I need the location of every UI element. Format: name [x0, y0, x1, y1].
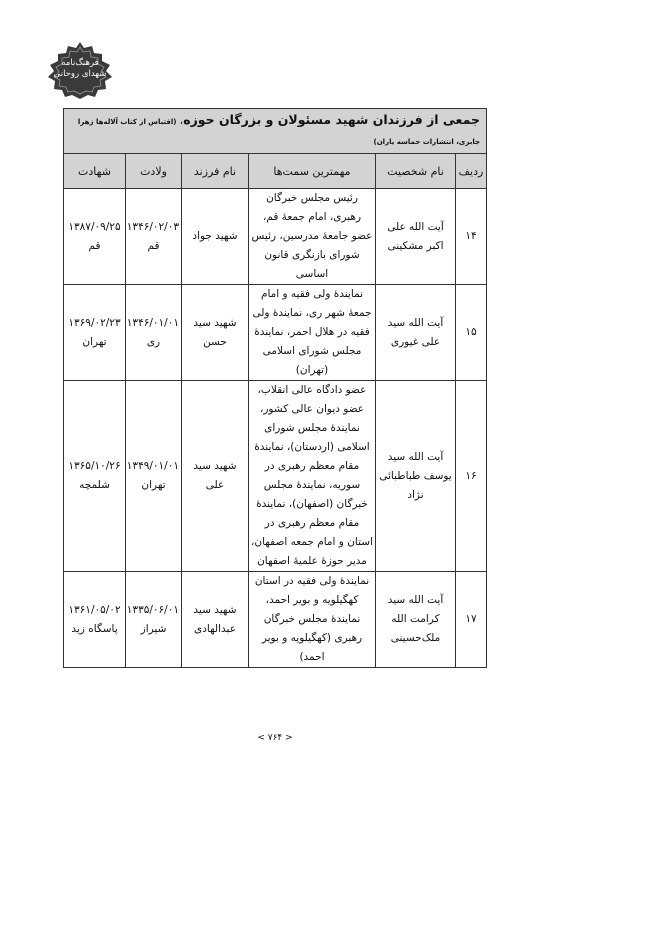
positions-cell: رئیس مجلس خبرگان رهبری، امام جمعهٔ قم، عضو جامعهٔ مدرسین، رئیس شورای بازنگری قانون اساسی [249, 189, 376, 285]
logo-line-2: شهدای روحانی [53, 69, 107, 79]
header-child: نام فرزند [182, 154, 249, 189]
table-title-row [64, 109, 487, 154]
martyrdom-cell: ۱۳۶۹/۰۲/۲۳ تهران [64, 285, 126, 381]
person-cell: آیت الله سید علی غیوری [376, 285, 456, 381]
birth-cell: ۱۳۴۶/۰۲/۰۳ قم [126, 189, 182, 285]
person-cell: آیت الله سید یوسف طباطبائی نژاد [376, 381, 456, 572]
birth-cell: ۱۳۴۹/۰۱/۰۱ تهران [126, 381, 182, 572]
birth-cell: ۱۳۴۶/۰۱/۰۱ ری [126, 285, 182, 381]
martyrs-table [63, 108, 487, 668]
child-cell: شهید سید حسن [182, 285, 249, 381]
row-number-cell: ۱۷ [456, 572, 487, 668]
table-row [64, 285, 487, 381]
table-row [64, 572, 487, 668]
martyrs-table-wrapper [63, 108, 486, 668]
header-birth: ولادت [126, 154, 182, 189]
martyrdom-cell: ۱۳۸۷/۰۹/۲۵ قم [64, 189, 126, 285]
positions-cell: نمایندهٔ ولی فقیه در استان کهگیلویه و بویر احمد، نمایندهٔ مجلس خبرگان رهبری (کهگیلویه و بویر احمد) [249, 572, 376, 668]
table-row [64, 189, 487, 285]
positions-cell: نمایندهٔ ولی فقیه و امام جمعهٔ شهر ری، نمایندهٔ ولی فقیه در هلال احمر، نمایندهٔ مجلس شورای اسلامی (تهران) [249, 285, 376, 381]
table-source: (اقتباس از کتاب آلاله‌ها زهرا جابری، انتشارات حماسه یاران) [77, 118, 480, 146]
birth-cell: ۱۳۳۵/۰۶/۰۱ شیراز [126, 572, 182, 668]
martyrdom-cell: ۱۳۶۱/۰۵/۰۲ پاسگاه زید [64, 572, 126, 668]
martyrdom-cell: ۱۳۶۵/۱۰/۲۶ شلمچه [64, 381, 126, 572]
child-cell: شهید سید عبدالهادی [182, 572, 249, 668]
table-header-row [64, 154, 487, 189]
table-title: جمعی از فرزندان شهید مسئولان و بزرگان حوزه [183, 112, 480, 127]
row-number-cell: ۱۶ [456, 381, 487, 572]
site-logo [44, 40, 116, 100]
table-row [64, 381, 487, 572]
child-cell: شهید جواد [182, 189, 249, 285]
table-title-cell: جمعی از فرزندان شهید مسئولان و بزرگان حوزه، (اقتباس از کتاب آلاله‌ها زهرا جابری، انتشارات حماسه یاران) [64, 109, 487, 154]
header-martyrdom: شهادت [64, 154, 126, 189]
header-row-number: ردیف [456, 154, 487, 189]
row-number-cell: ۱۴ [456, 189, 487, 285]
person-cell: آیت الله علی اکبر مشکینی [376, 189, 456, 285]
logo-line-1: فرهنگ‌نامه [61, 58, 99, 68]
page-number: < ۷۶۴ > [257, 733, 293, 743]
person-cell: آیت الله سید کرامت الله ملک‌حسینی [376, 572, 456, 668]
child-cell: شهید سید علی [182, 381, 249, 572]
positions-cell: عضو دادگاه عالی انقلاب، عضو دیوان عالی کشور، نمایندهٔ مجلس شورای اسلامی (اردستان)، نمایندهٔ مقام معظم رهبری در سوریه، نمایندهٔ مجلس خبرگان (اصفهان)، نمایندهٔ مقام معظم رهبری در استان و امام جمعه اصفهان، مدیر حوزهٔ علمیهٔ اصفهان [249, 381, 376, 572]
row-number-cell: ۱۵ [456, 285, 487, 381]
header-positions: مهمترین سمت‌ها [249, 154, 376, 189]
header-person: نام شخصیت [376, 154, 456, 189]
